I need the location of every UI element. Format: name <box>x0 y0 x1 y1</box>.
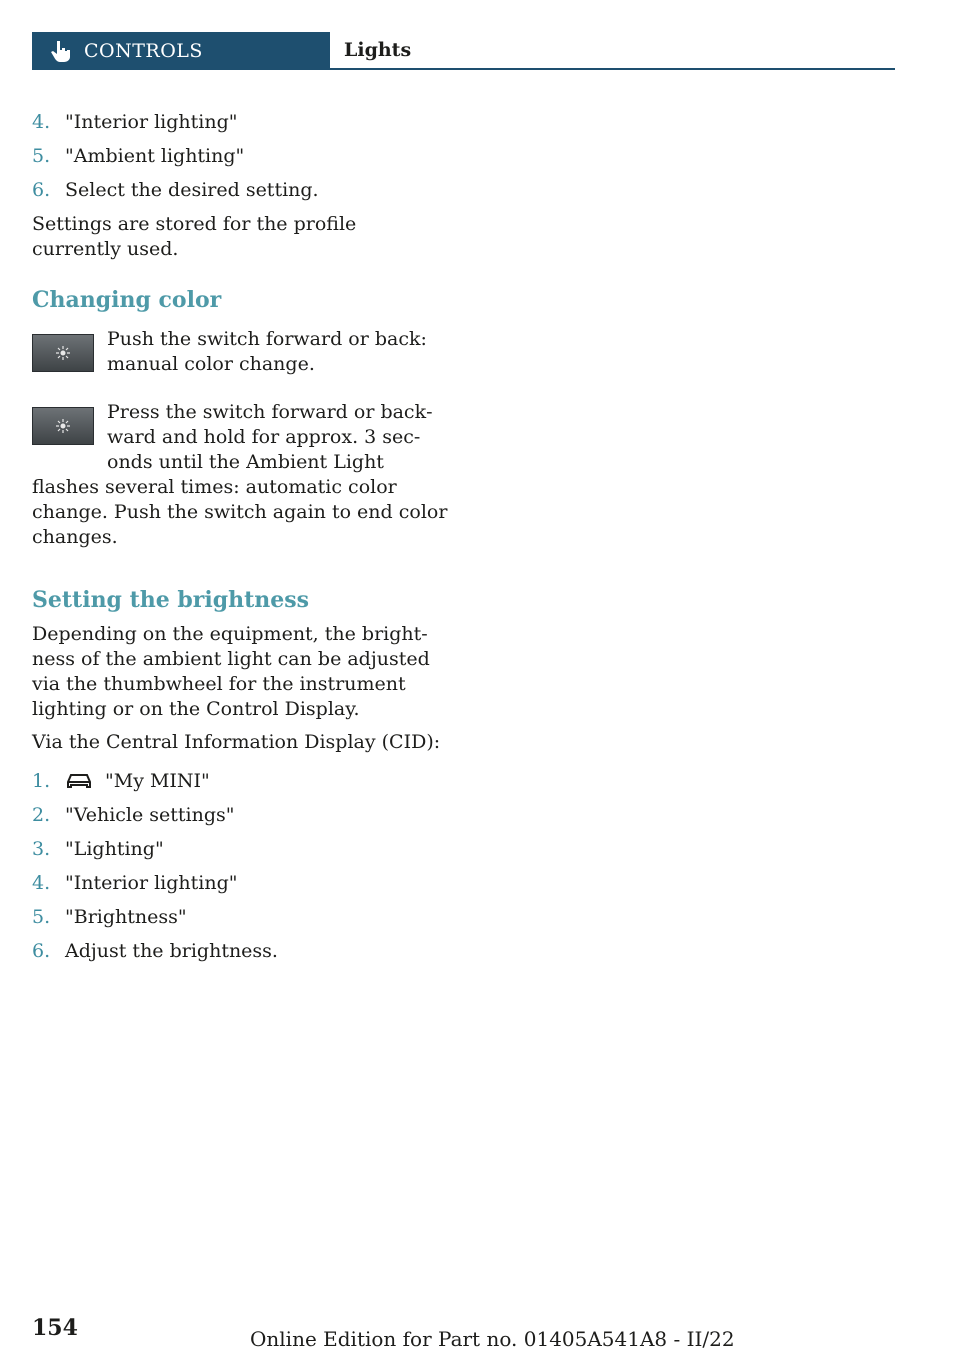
step-number: 6. <box>32 179 51 201</box>
list-item <box>32 871 237 896</box>
manual-color-text: Push the switch forward or back: manual color change. <box>107 328 427 375</box>
auto-color-line: flashes several times: automatic color <box>32 476 397 498</box>
auto-color-line: ward and hold for approx. 3 sec‐ <box>107 426 421 448</box>
step-number: 5. <box>32 145 51 167</box>
via-cid-text: Via the Central Information Display (CID): <box>32 731 441 753</box>
light-symbol-icon <box>56 346 70 360</box>
step-text: "Vehicle settings" <box>65 804 235 826</box>
car-icon <box>65 770 93 790</box>
list-item <box>32 144 244 169</box>
list-item <box>32 939 278 964</box>
hand-pointer-icon <box>50 39 72 63</box>
auto-color-line: onds until the Ambient Light <box>107 451 384 473</box>
section-tab <box>32 32 330 70</box>
auto-color-line: change. Push the switch again to end color <box>32 501 448 523</box>
step-number: 3. <box>32 838 51 860</box>
section-heading: Setting the brightness <box>32 587 310 613</box>
page-number: 154 <box>32 1315 78 1341</box>
stored-note: Settings are stored for the profile currently used. <box>32 213 357 260</box>
list-item <box>32 905 187 930</box>
ambient-light-switch-icon <box>32 407 94 445</box>
intro-line: via the thumbwheel for the instrument <box>32 673 406 695</box>
step-text: "Lighting" <box>65 838 164 860</box>
list-item <box>32 803 235 828</box>
step-text: Select the desired setting. <box>65 179 319 201</box>
list-item <box>32 178 319 203</box>
auto-color-line: Press the switch forward or back‐ <box>107 401 433 423</box>
list-item <box>32 110 237 135</box>
intro-line: Depending on the equipment, the bright‐ <box>32 623 428 645</box>
step-text: "Ambient lighting" <box>65 145 245 167</box>
step-text: "Interior lighting" <box>65 111 238 133</box>
step-number: 2. <box>32 804 51 826</box>
step-text: "My MINI" <box>105 770 210 792</box>
step-text: "Interior lighting" <box>65 872 238 894</box>
section-heading: Changing color <box>32 287 222 313</box>
step-number: 4. <box>32 872 51 894</box>
ambient-light-switch-icon <box>32 334 94 372</box>
step-number: 6. <box>32 940 51 962</box>
chapter-header <box>330 32 895 70</box>
step-text: Adjust the brightness. <box>65 940 278 962</box>
list-item <box>32 837 164 862</box>
intro-line: lighting or on the Control Display. <box>32 698 360 720</box>
section-title: CONTROLS <box>84 40 203 62</box>
chapter-title: Lights <box>344 39 412 61</box>
step-number: 1. <box>32 770 51 792</box>
step-number: 5. <box>32 906 51 928</box>
light-symbol-icon <box>56 419 70 433</box>
step-text: "Brightness" <box>65 906 187 928</box>
step-number: 4. <box>32 111 51 133</box>
auto-color-line: changes. <box>32 526 118 548</box>
edition-footer: Online Edition for Part no. 01405A541A8 - II/22 <box>250 1327 735 1351</box>
intro-line: ness of the ambient light can be adjusted <box>32 648 430 670</box>
list-item <box>32 769 210 794</box>
